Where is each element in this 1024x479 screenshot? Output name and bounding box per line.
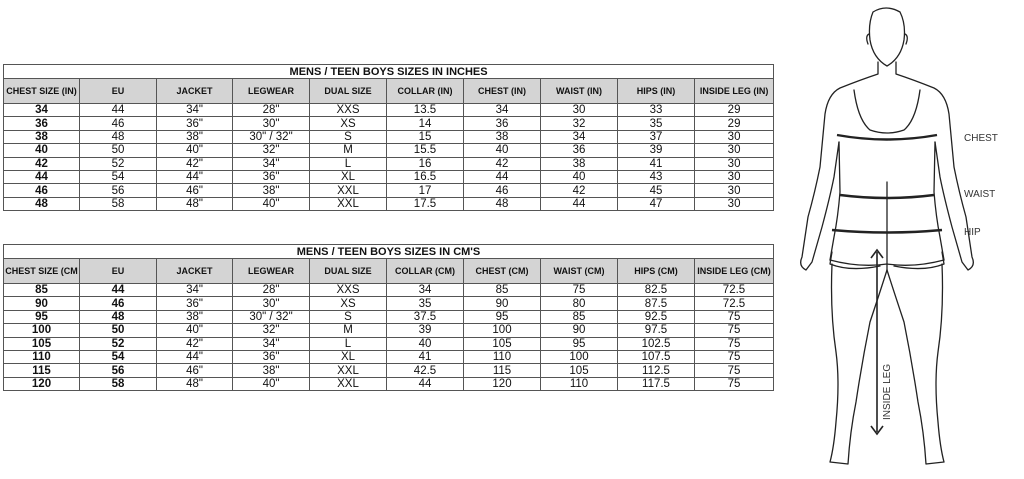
table-cell: 34: [4, 104, 80, 117]
table-cell: 40": [233, 197, 310, 210]
table-cell: 48": [157, 197, 233, 210]
table-cell: 39: [387, 324, 464, 337]
table-cell: 115: [464, 364, 541, 377]
table-cell: 85: [464, 284, 541, 297]
table-cell: 40: [464, 144, 541, 157]
table-row: [4, 297, 774, 310]
cm-size-table: [3, 244, 774, 391]
table-cell: 17.5: [387, 197, 464, 210]
table-cell: 15.5: [387, 144, 464, 157]
table-cell: 44": [157, 170, 233, 183]
table-cell: 46: [464, 184, 541, 197]
table-cell: 72.5: [695, 297, 774, 310]
chest-band: [837, 135, 937, 140]
table-cell: L: [310, 157, 387, 170]
table-cell: 30" / 32": [233, 130, 310, 143]
table-cell: XS: [310, 117, 387, 130]
table-cell: 38: [541, 157, 618, 170]
table-cell: 13.5: [387, 104, 464, 117]
table-cell: 30": [233, 117, 310, 130]
table-cell: 30: [695, 157, 774, 170]
table-cell: 40: [4, 144, 80, 157]
table-cell: 75: [541, 284, 618, 297]
table-cell: 30: [541, 104, 618, 117]
table-row: [4, 364, 774, 377]
table-cell: 38": [233, 364, 310, 377]
table-cell: 75: [695, 377, 774, 390]
table-cell: 42": [157, 337, 233, 350]
table-cell: 92.5: [618, 310, 695, 323]
table-cell: 46": [157, 184, 233, 197]
table-row: [4, 350, 774, 363]
table-cell: 30: [695, 144, 774, 157]
table-cell: 80: [541, 297, 618, 310]
hip-label: HIP: [964, 227, 981, 238]
body-measurement-figure: [790, 2, 1020, 477]
table-cell: XXL: [310, 197, 387, 210]
table-cell: S: [310, 130, 387, 143]
table-cell: 44: [80, 104, 157, 117]
table-cell: 29: [695, 117, 774, 130]
table-cell: 41: [618, 157, 695, 170]
column-header: CHEST (CM): [464, 259, 541, 284]
table-cell: 46: [80, 117, 157, 130]
table-cell: 40": [157, 324, 233, 337]
cm-table-title: MENS / TEEN BOYS SIZES IN CM'S: [4, 245, 774, 259]
column-header: CHEST SIZE (IN): [4, 79, 80, 104]
table-cell: 100: [541, 350, 618, 363]
table-cell: 75: [695, 364, 774, 377]
table-cell: 115: [4, 364, 80, 377]
table-cell: 90: [541, 324, 618, 337]
table-cell: 120: [464, 377, 541, 390]
table-cell: XL: [310, 350, 387, 363]
table-cell: 34: [387, 284, 464, 297]
table-cell: 48: [80, 310, 157, 323]
table-cell: 47: [618, 197, 695, 210]
table-row: [4, 117, 774, 130]
table-row: [4, 324, 774, 337]
table-cell: 95: [541, 337, 618, 350]
table-cell: 32": [233, 144, 310, 157]
table-cell: 30: [695, 197, 774, 210]
column-header: INSIDE LEG (IN): [695, 79, 774, 104]
table-cell: XXL: [310, 184, 387, 197]
table-cell: 110: [4, 350, 80, 363]
column-header: COLLAR (IN): [387, 79, 464, 104]
table-cell: 30: [695, 170, 774, 183]
table-cell: 34: [541, 130, 618, 143]
table-cell: 50: [80, 144, 157, 157]
table-cell: 75: [695, 337, 774, 350]
table-row: [4, 184, 774, 197]
table-cell: 38: [4, 130, 80, 143]
table-cell: 16: [387, 157, 464, 170]
table-row: [4, 144, 774, 157]
table-cell: 34": [233, 157, 310, 170]
table-cell: 95: [464, 310, 541, 323]
table-cell: 102.5: [618, 337, 695, 350]
table-cell: 37.5: [387, 310, 464, 323]
table-row: [4, 130, 774, 143]
column-header: WAIST (IN): [541, 79, 618, 104]
table-cell: 117.5: [618, 377, 695, 390]
table-cell: 58: [80, 377, 157, 390]
table-cell: 38": [233, 184, 310, 197]
table-cell: 39: [618, 144, 695, 157]
table-cell: S: [310, 310, 387, 323]
table-cell: 72.5: [695, 284, 774, 297]
table-cell: 52: [80, 337, 157, 350]
table-cell: 50: [80, 324, 157, 337]
column-header: HIPS (IN): [618, 79, 695, 104]
table-cell: 38: [464, 130, 541, 143]
column-header: CHEST (IN): [464, 79, 541, 104]
table-cell: 90: [464, 297, 541, 310]
table-row: [4, 170, 774, 183]
table-cell: 42": [157, 157, 233, 170]
table-cell: 36: [4, 117, 80, 130]
table-cell: 46": [157, 364, 233, 377]
table-cell: 28": [233, 284, 310, 297]
column-header: CHEST SIZE (CM: [4, 259, 80, 284]
table-cell: 87.5: [618, 297, 695, 310]
table-cell: 105: [464, 337, 541, 350]
table-cell: 75: [695, 324, 774, 337]
table-cell: 32: [541, 117, 618, 130]
table-cell: M: [310, 324, 387, 337]
table-cell: 100: [4, 324, 80, 337]
table-cell: 97.5: [618, 324, 695, 337]
table-cell: 56: [80, 184, 157, 197]
cm-table-header-row: [4, 259, 774, 284]
table-cell: 44: [541, 197, 618, 210]
table-cell: 36: [541, 144, 618, 157]
table-cell: 45: [618, 184, 695, 197]
table-cell: 44: [80, 284, 157, 297]
column-header: DUAL SIZE: [310, 259, 387, 284]
column-header: EU: [80, 79, 157, 104]
table-cell: 38": [157, 130, 233, 143]
table-cell: 36": [157, 117, 233, 130]
table-cell: 48: [4, 197, 80, 210]
table-cell: 112.5: [618, 364, 695, 377]
table-row: [4, 337, 774, 350]
table-cell: 75: [695, 310, 774, 323]
table-cell: L: [310, 337, 387, 350]
table-cell: XXL: [310, 377, 387, 390]
table-cell: 36: [464, 117, 541, 130]
cm-table-body: [4, 284, 774, 391]
table-cell: XXL: [310, 364, 387, 377]
table-cell: 44: [387, 377, 464, 390]
table-cell: XXS: [310, 104, 387, 117]
column-header: COLLAR (CM): [387, 259, 464, 284]
chest-label: CHEST: [964, 133, 998, 144]
table-row: [4, 104, 774, 117]
table-cell: 44: [464, 170, 541, 183]
table-row: [4, 377, 774, 390]
table-row: [4, 284, 774, 297]
table-cell: 35: [387, 297, 464, 310]
table-cell: 46: [80, 297, 157, 310]
table-cell: 32": [233, 324, 310, 337]
table-cell: 29: [695, 104, 774, 117]
column-header: WAIST (CM): [541, 259, 618, 284]
table-cell: 43: [618, 170, 695, 183]
column-header: INSIDE LEG (CM): [695, 259, 774, 284]
table-cell: 34": [157, 284, 233, 297]
table-cell: 40": [233, 377, 310, 390]
table-cell: 48: [464, 197, 541, 210]
column-header: EU: [80, 259, 157, 284]
inches-table-body: [4, 104, 774, 211]
table-cell: 58: [80, 197, 157, 210]
table-cell: 34": [233, 337, 310, 350]
waist-label: WAIST: [964, 189, 996, 200]
table-cell: 48: [80, 130, 157, 143]
table-cell: 85: [4, 284, 80, 297]
table-cell: 52: [80, 157, 157, 170]
table-cell: 100: [464, 324, 541, 337]
table-cell: 14: [387, 117, 464, 130]
table-cell: 54: [80, 170, 157, 183]
table-cell: 16.5: [387, 170, 464, 183]
table-cell: 107.5: [618, 350, 695, 363]
table-cell: 35: [618, 117, 695, 130]
table-cell: 30: [695, 130, 774, 143]
table-cell: 36": [233, 350, 310, 363]
inches-table-title: MENS / TEEN BOYS SIZES IN INCHES: [4, 65, 774, 79]
inches-table-header-row: [4, 79, 774, 104]
table-cell: 30: [695, 184, 774, 197]
table-cell: XL: [310, 170, 387, 183]
table-cell: 90: [4, 297, 80, 310]
column-header: LEGWEAR: [233, 259, 310, 284]
table-cell: 30": [233, 297, 310, 310]
table-cell: 36": [157, 297, 233, 310]
column-header: JACKET: [157, 79, 233, 104]
table-cell: 44: [4, 170, 80, 183]
column-header: HIPS (CM): [618, 259, 695, 284]
inches-size-table: [3, 64, 774, 211]
column-header: LEGWEAR: [233, 79, 310, 104]
table-cell: 82.5: [618, 284, 695, 297]
table-cell: 105: [541, 364, 618, 377]
table-cell: 75: [695, 350, 774, 363]
table-cell: 17: [387, 184, 464, 197]
table-cell: 110: [541, 377, 618, 390]
table-cell: 38": [157, 310, 233, 323]
table-cell: 42.5: [387, 364, 464, 377]
table-row: [4, 310, 774, 323]
table-cell: 110: [464, 350, 541, 363]
table-cell: 28": [233, 104, 310, 117]
table-cell: 95: [4, 310, 80, 323]
table-cell: 40: [541, 170, 618, 183]
table-cell: M: [310, 144, 387, 157]
table-cell: 46: [4, 184, 80, 197]
table-cell: 37: [618, 130, 695, 143]
table-cell: 30" / 32": [233, 310, 310, 323]
table-cell: 85: [541, 310, 618, 323]
table-cell: XS: [310, 297, 387, 310]
table-cell: 44": [157, 350, 233, 363]
table-cell: 36": [233, 170, 310, 183]
table-cell: 34": [157, 104, 233, 117]
table-row: [4, 197, 774, 210]
table-cell: 56: [80, 364, 157, 377]
table-cell: 33: [618, 104, 695, 117]
table-cell: 48": [157, 377, 233, 390]
table-cell: 40: [387, 337, 464, 350]
table-cell: 54: [80, 350, 157, 363]
table-cell: 40": [157, 144, 233, 157]
table-cell: 42: [541, 184, 618, 197]
table-cell: 34: [464, 104, 541, 117]
column-header: DUAL SIZE: [310, 79, 387, 104]
table-row: [4, 157, 774, 170]
table-cell: 42: [4, 157, 80, 170]
table-cell: 41: [387, 350, 464, 363]
column-header: JACKET: [157, 259, 233, 284]
table-cell: XXS: [310, 284, 387, 297]
table-cell: 15: [387, 130, 464, 143]
table-cell: 120: [4, 377, 80, 390]
table-cell: 105: [4, 337, 80, 350]
inside-leg-label: INSIDE LEG: [882, 363, 893, 420]
table-cell: 42: [464, 157, 541, 170]
